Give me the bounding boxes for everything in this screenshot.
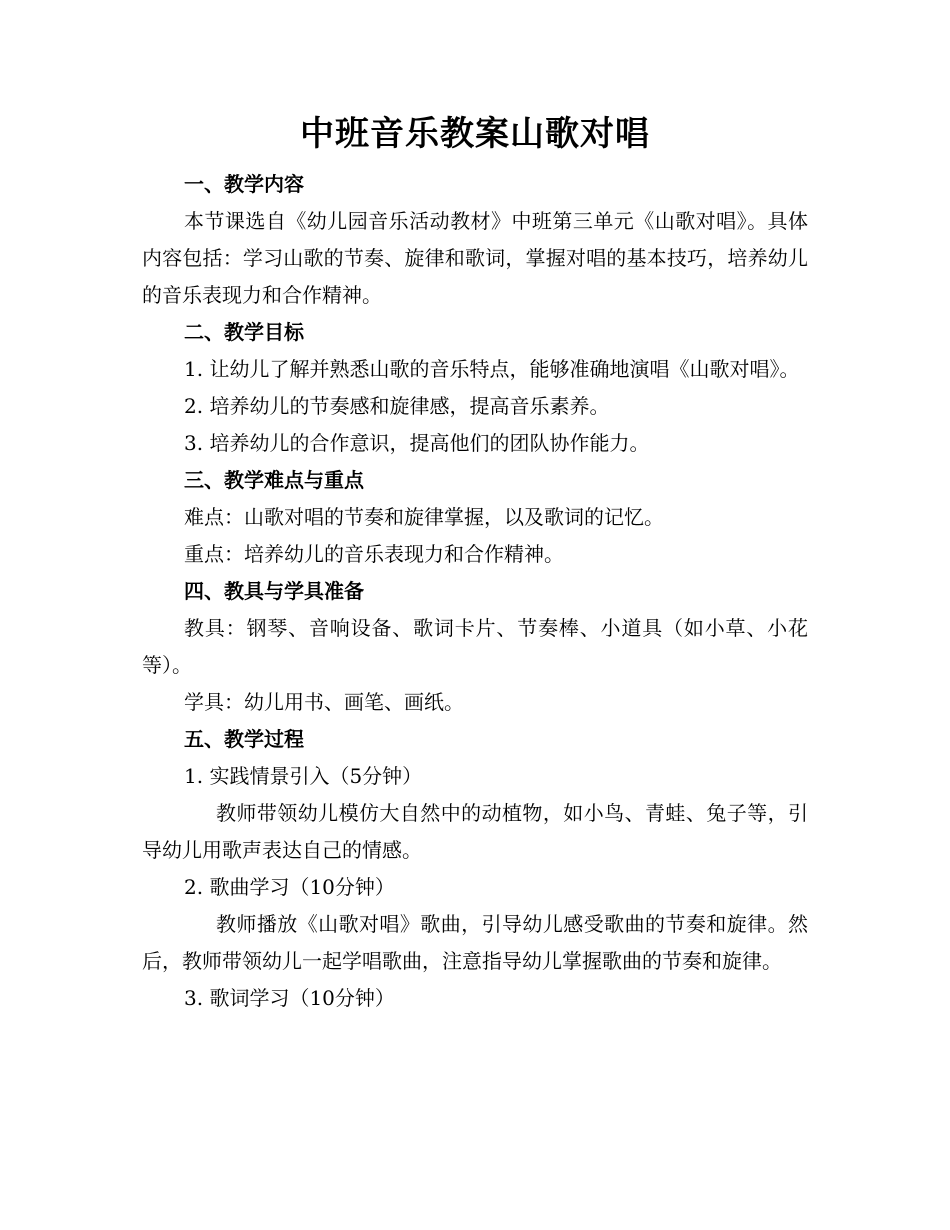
step-label-1: 1. 实践情景引入（5分钟）: [184, 764, 423, 788]
section-heading-materials: 四、教具与学具准备: [184, 579, 364, 603]
step-label-2: 2. 歌曲学习（10分钟）: [184, 875, 395, 899]
student-tools-text: 学具：幼儿用书、画笔、画纸。: [184, 690, 464, 714]
objective-item-2: 2. 培养幼儿的节奏感和旋律感，提高音乐素养。: [184, 394, 610, 418]
teacher-tools-text: 教具：钢琴、音响设备、歌词卡片、节奏棒、小道具（如小草、小花等）。: [142, 616, 808, 677]
objective-item-3: 3. 培养幼儿的合作意识，提高他们的团队协作能力。: [184, 431, 650, 455]
section-heading-process: 五、教学过程: [184, 727, 304, 751]
section-heading-content: 一、教学内容: [184, 172, 304, 196]
content-paragraph: 本节课选自《幼儿园音乐活动教材》中班第三单元《山歌对唱》。具体内容包括：学习山歌的节奏、旋律和歌词，掌握对唱的基本技巧，培养幼儿的音乐表现力和合作精神。: [142, 209, 808, 307]
step-label-3: 3. 歌词学习（10分钟）: [184, 986, 395, 1010]
section-heading-objectives: 二、教学目标: [184, 320, 304, 344]
objective-item-1: 1. 让幼儿了解并熟悉山歌的音乐特点，能够准确地演唱《山歌对唱》。: [184, 357, 800, 381]
step-text-1: 教师带领幼儿模仿大自然中的动植物，如小鸟、青蛙、兔子等，引导幼儿用歌声表达自己的情感。: [142, 801, 808, 862]
page-title: 中班音乐教案山歌对唱: [300, 114, 650, 154]
key-point-text: 重点：培养幼儿的音乐表现力和合作精神。: [184, 542, 564, 566]
document-body: [142, 166, 808, 1017]
step-text-2: 教师播放《山歌对唱》歌曲，引导幼儿感受歌曲的节奏和旋律。然后，教师带领幼儿一起学唱歌曲，注意指导幼儿掌握歌曲的节奏和旋律。: [142, 912, 808, 973]
section-heading-difficulties: 三、教学难点与重点: [184, 468, 364, 492]
difficulty-text: 难点：山歌对唱的节奏和旋律掌握，以及歌词的记忆。: [184, 505, 664, 529]
